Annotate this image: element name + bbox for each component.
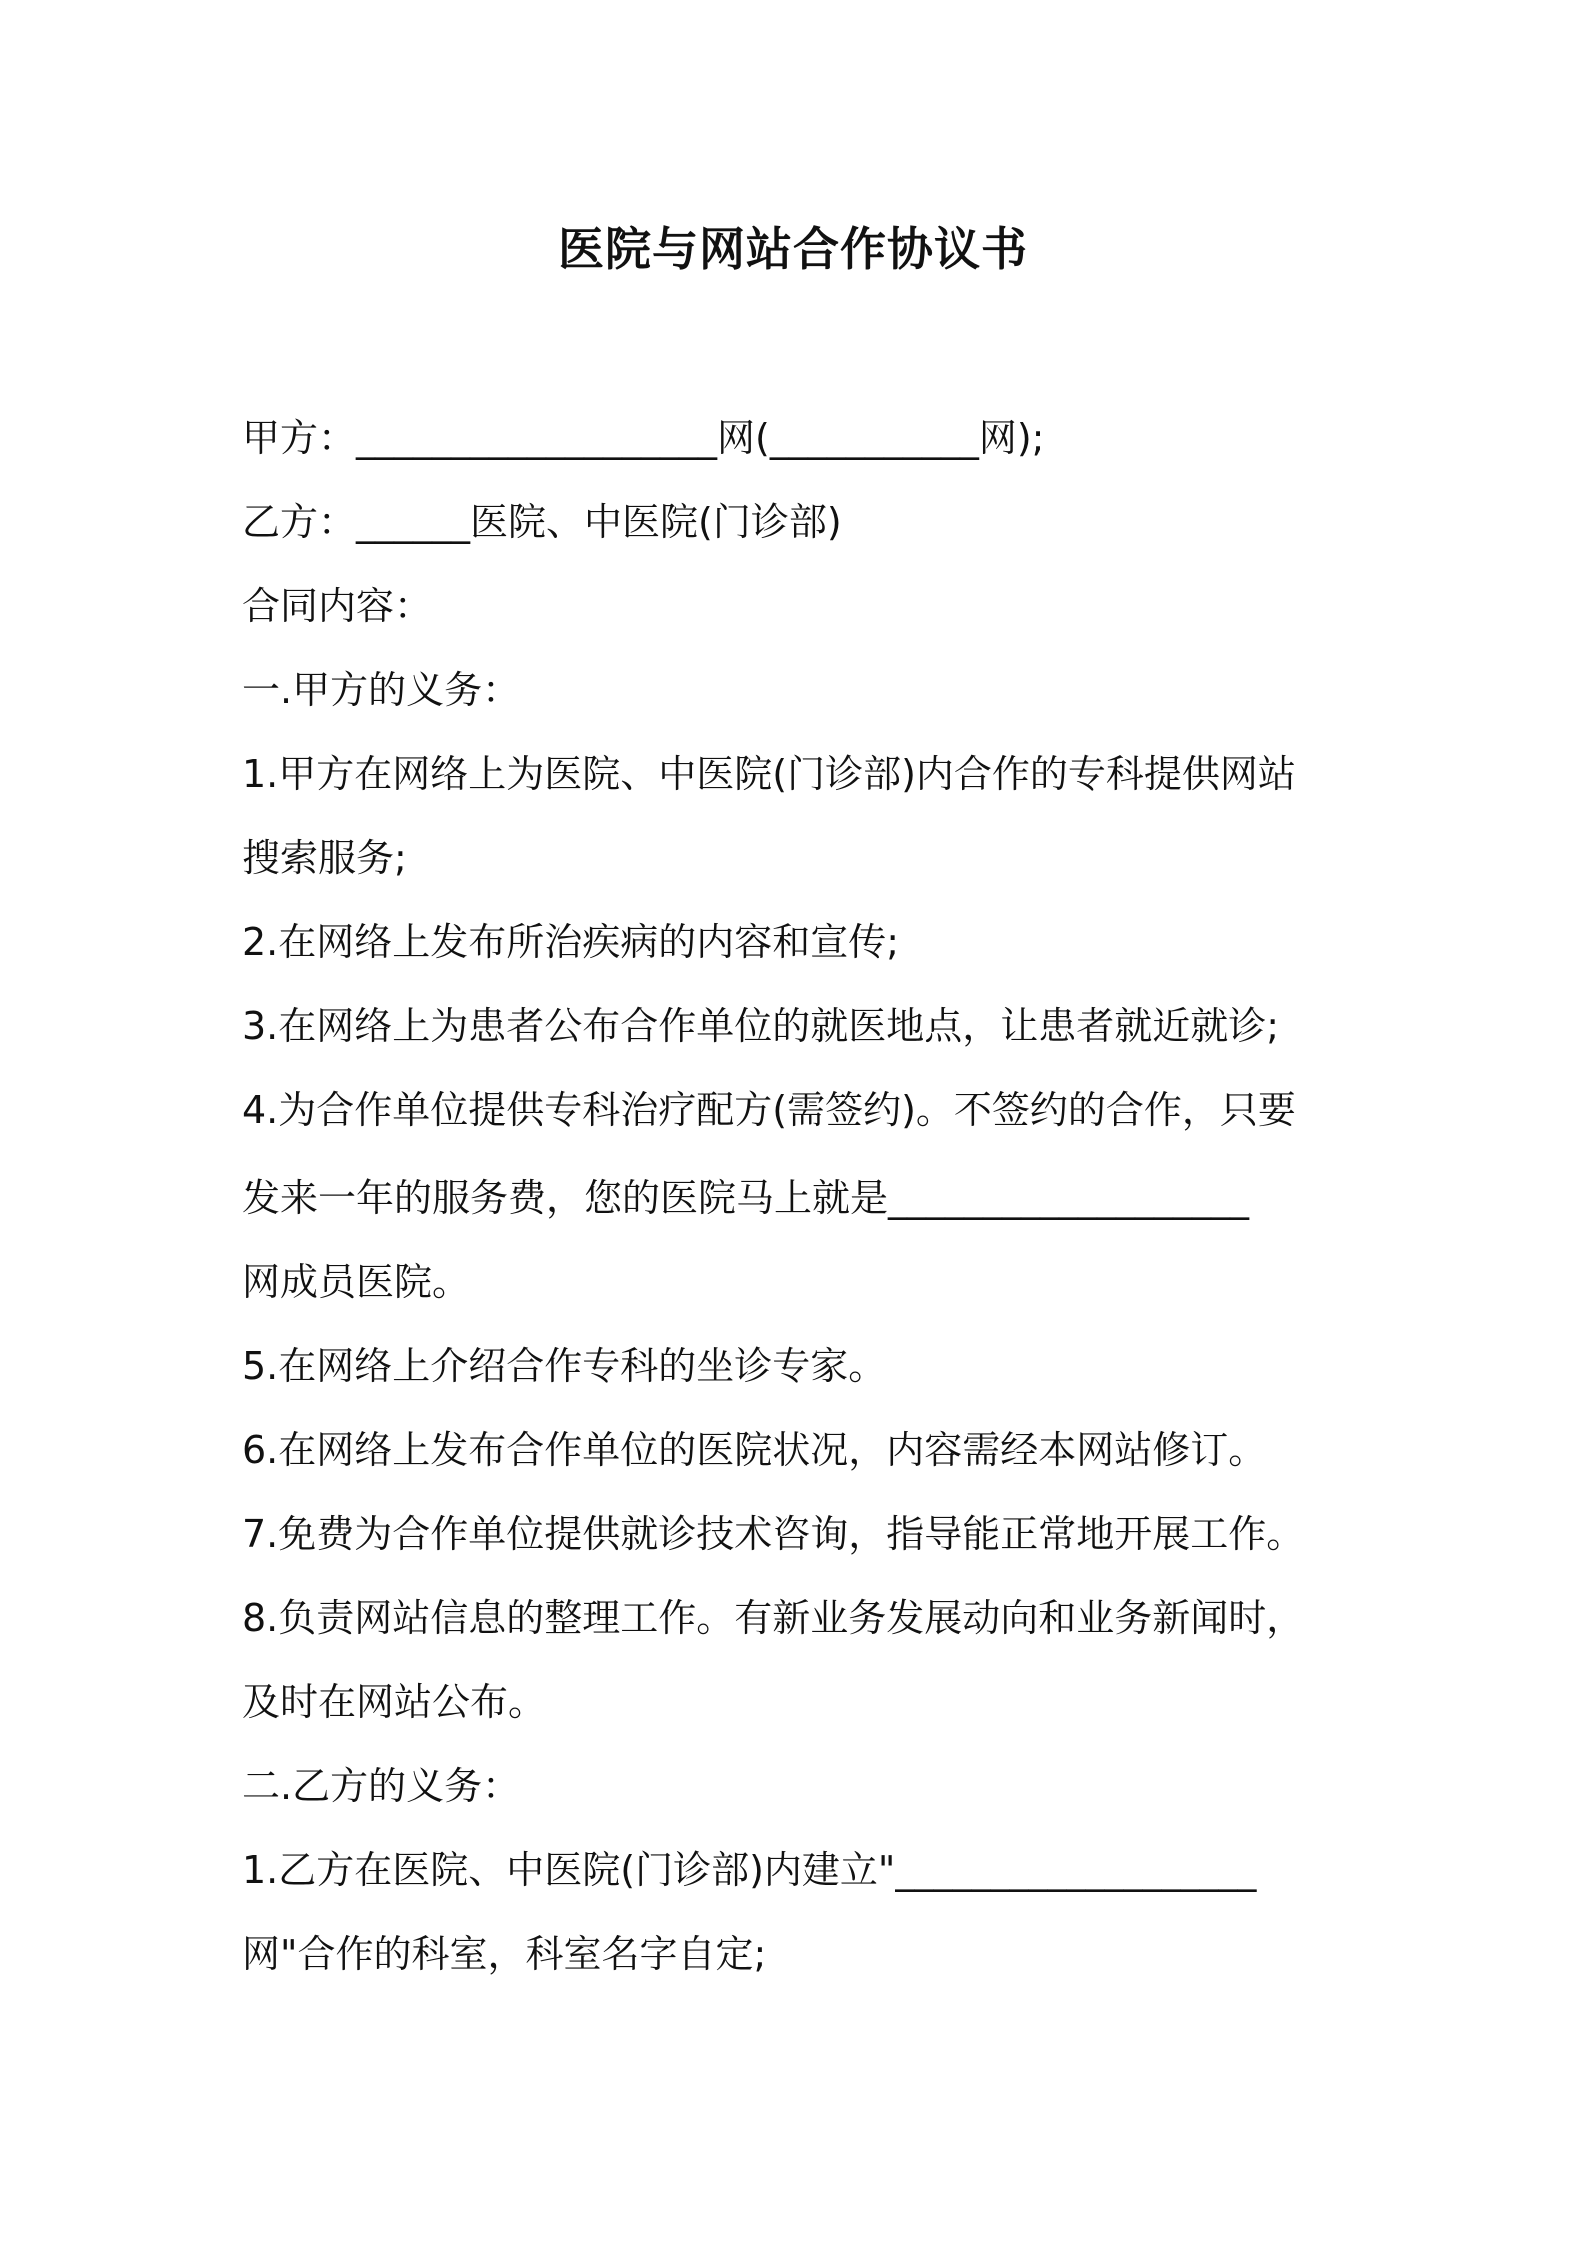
- section-one-heading: 一.甲方的义务：: [242, 668, 521, 712]
- clause-a2: 2.在网络上发布所治疾病的内容和宣传;: [242, 920, 900, 964]
- clause-a6: 6.在网络上发布合作单位的医院状况，内容需经本网站修订。: [242, 1428, 1267, 1472]
- clause-a7: 7.免费为合作单位提供就诊技术咨询，指导能正常地开展工作。: [242, 1512, 1305, 1556]
- clause-a4-line3: 网成员医院。: [242, 1260, 471, 1304]
- party-b-line: 乙方：______医院、中医院(门诊部): [242, 500, 842, 544]
- clause-a5: 5.在网络上介绍合作专科的坐诊专家。: [242, 1344, 887, 1388]
- document-title: 医院与网站合作协议书: [558, 222, 1028, 276]
- clause-a8-line2: 及时在网站公布。: [242, 1680, 547, 1724]
- clause-a3: 3.在网络上为患者公布合作单位的就医地点，让患者就近就诊;: [242, 1004, 1280, 1048]
- section-two-heading: 二.乙方的义务：: [242, 1764, 521, 1808]
- clause-a1-line1: 1.甲方在网络上为医院、中医院(门诊部)内合作的专科提供网站: [242, 752, 1296, 796]
- clause-a8-line1: 8.负责网站信息的整理工作。有新业务发展动向和业务新闻时，: [242, 1596, 1305, 1640]
- contract-content-heading: 合同内容：: [242, 584, 433, 628]
- clause-a1-line2: 搜索服务;: [242, 836, 407, 880]
- clause-b1-line1: 1.乙方在医院、中医院(门诊部)内建立"___________________: [242, 1848, 1257, 1892]
- party-a-line: 甲方：___________________网(___________网);: [242, 416, 1045, 460]
- clause-a4-line1: 4.为合作单位提供专科治疗配方(需签约)。不签约的合作，只要: [242, 1088, 1296, 1132]
- clause-b1-line2: 网"合作的科室，科室名字自定;: [242, 1932, 767, 1976]
- clause-a4-line2: 发来一年的服务费，您的医院马上就是___________________: [242, 1176, 1250, 1220]
